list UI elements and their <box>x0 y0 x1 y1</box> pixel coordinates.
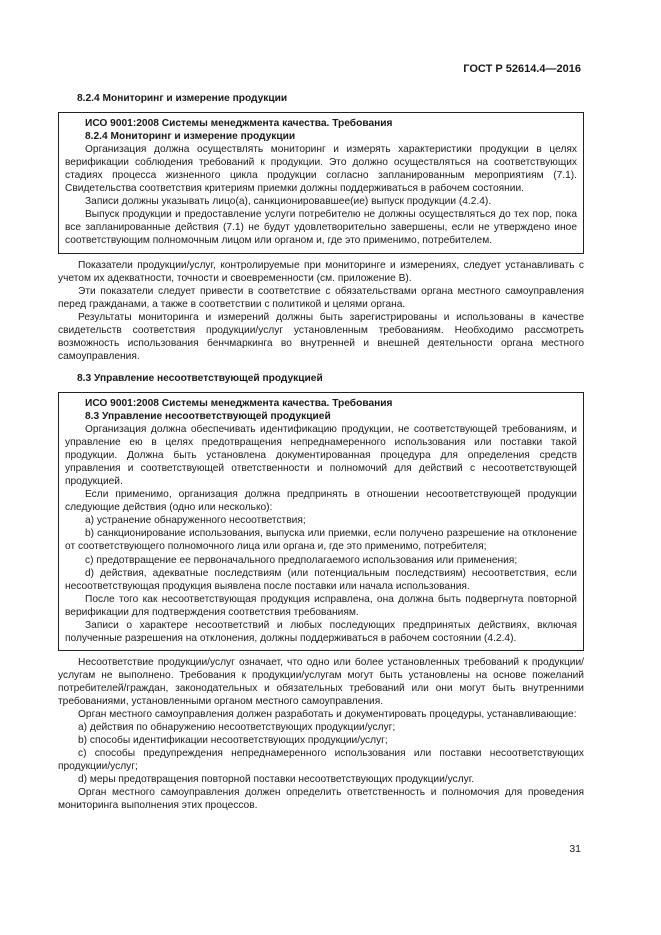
body-paragraph: Эти показатели следует привести в соответствие с обязательствами органа местного самоуправления перед гражданами, а также в соответствии с политикой и целями органа. <box>58 285 584 310</box>
body-paragraph: Показатели продукции/услуг, контролируемые при мониторинге и измерениях, следует устанавливать с учетом их адекватности, точности и своевременности (см. приложение В). <box>58 259 584 284</box>
document-code: ГОСТ Р 52614.4—2016 <box>463 63 581 75</box>
list-item: c) способы предупреждения непреднамеренного использования или поставки несоответствующих продукции/услуг; <box>58 748 584 773</box>
box-paragraph: Записи о характере несоответствий и любых последующих предпринятых действиях, включая полученные разрешения на отклонения, должны поддерживаться в рабочем состоянии (4.2.4). <box>65 619 577 644</box>
box-paragraph: Выпуск продукции и предоставление услуги потребителю не должны осуществляться до тех пор, пока все запланированные действия (7.1) не будут удовлетворительно завершены, если не утверждено иное соответствующим полномочным лицом или органом и, где это применимо, потребителем. <box>65 209 577 247</box>
box-list-item: c) предотвращение ее первоначального предполагаемого использования или применения; <box>85 554 518 566</box>
list-item: а) действия по обнаружению несоответствующих продукции/услуг; <box>78 722 396 734</box>
iso-quote-box-8-3 <box>58 392 584 651</box>
page-number: 31 <box>569 843 581 855</box>
box-title: ИСО 9001:2008 Системы менеджмента качества. Требования <box>85 397 393 409</box>
box-paragraph: Если применимо, организация должна предпринять в отношении несоответствующей продукции следующие действия (одно или несколько): <box>65 489 577 514</box>
box-paragraph: После того как несоответствующая продукция исправлена, она должна быть подвергнута повторной верификации для подтверждения соответствия требованиям. <box>65 593 577 618</box>
iso-quote-box-8-2-4 <box>58 112 584 253</box>
body-paragraph: Результаты мониторинга и измерений должны быть зарегистрированы и использованы в качестве свидетельств соответствия продукции/услуг установленным требованиям. Необходимо рассмотреть возможность использования бенчмаркинга во внутренней и внешней деятельности органа местного самоуправления. <box>58 311 584 362</box>
box-subtitle: 8.3 Управление несоответствующей продукцией <box>85 410 331 422</box>
body-paragraph: Орган местного самоуправления должен разработать и документировать процедуры, устанавливающие: <box>78 709 577 721</box>
box-list-item: а) устранение обнаруженного несоответствия; <box>85 515 306 527</box>
box-paragraph: Организация должна обеспечивать идентификацию продукции, не соответствующей требованиям, и управление ею в целях предотвращения непреднамеренного использования или поставки такой продукции. Должна быть установлена документированная процедура для определения средств управления и соответствующей ответственности и полномочий для действий с несоответствующей продукцией. <box>65 424 577 488</box>
box-subtitle: 8.2.4 Мониторинг и измерение продукции <box>85 131 296 143</box>
page-content <box>58 92 584 812</box>
body-paragraph: Орган местного самоуправления должен определить ответственность и полномочия для проведения мониторинга выполнения этих процессов. <box>58 787 584 812</box>
box-paragraph: Записи должны указывать лицо(а), санкционировавшее(ие) выпуск продукции (4.2.4). <box>85 196 492 208</box>
box-paragraph: Организация должна осуществлять мониторинг и измерять характеристики продукции в целях верификации соблюдения требований к продукции. Это должно осуществляться на соответствующих стадиях процесса жизненного цикла продукции согласно запланированным мероприятиям (7.1). Свидетельства соответствия критериям приемки должны поддерживаться в рабочем состоянии. <box>65 144 577 195</box>
box-list-item: b) санкционирование использования, выпуска или приемки, если получено разрешение на отклонение от соответствующего полномочного лица или органа и, где это применимо, потребителя; <box>65 528 577 553</box>
section-heading-8-3: 8.3 Управление несоответствующей продукцией <box>77 372 323 384</box>
section-heading-8-2-4: 8.2.4 Мониторинг и измерение продукции <box>77 93 288 104</box>
box-title: ИСО 9001:2008 Системы менеджмента качества. Требования <box>85 118 393 130</box>
list-item: b) способы идентификации несоответствующих продукции/услуг; <box>78 735 388 747</box>
body-paragraph: Несоответствие продукции/услуг означает, что одно или более установленных требований к продукции/услугам не выполнено. Требования к продукции/услугам могут быть установлены на основе пожеланий потребителей/граждан, законодательных и обязательных требований или они могут быть внутренними требованиями, установленными органом местного самоуправления. <box>58 656 584 707</box>
list-item: d) меры предотвращения повторной поставки несоответствующих продукции/услуг. <box>78 774 475 786</box>
box-list-item: d) действия, адекватные последствиям (или потенциальным последствиям) несоответствия, если несоответствующая продукция выявлена после поставки или начала использования. <box>65 567 577 592</box>
